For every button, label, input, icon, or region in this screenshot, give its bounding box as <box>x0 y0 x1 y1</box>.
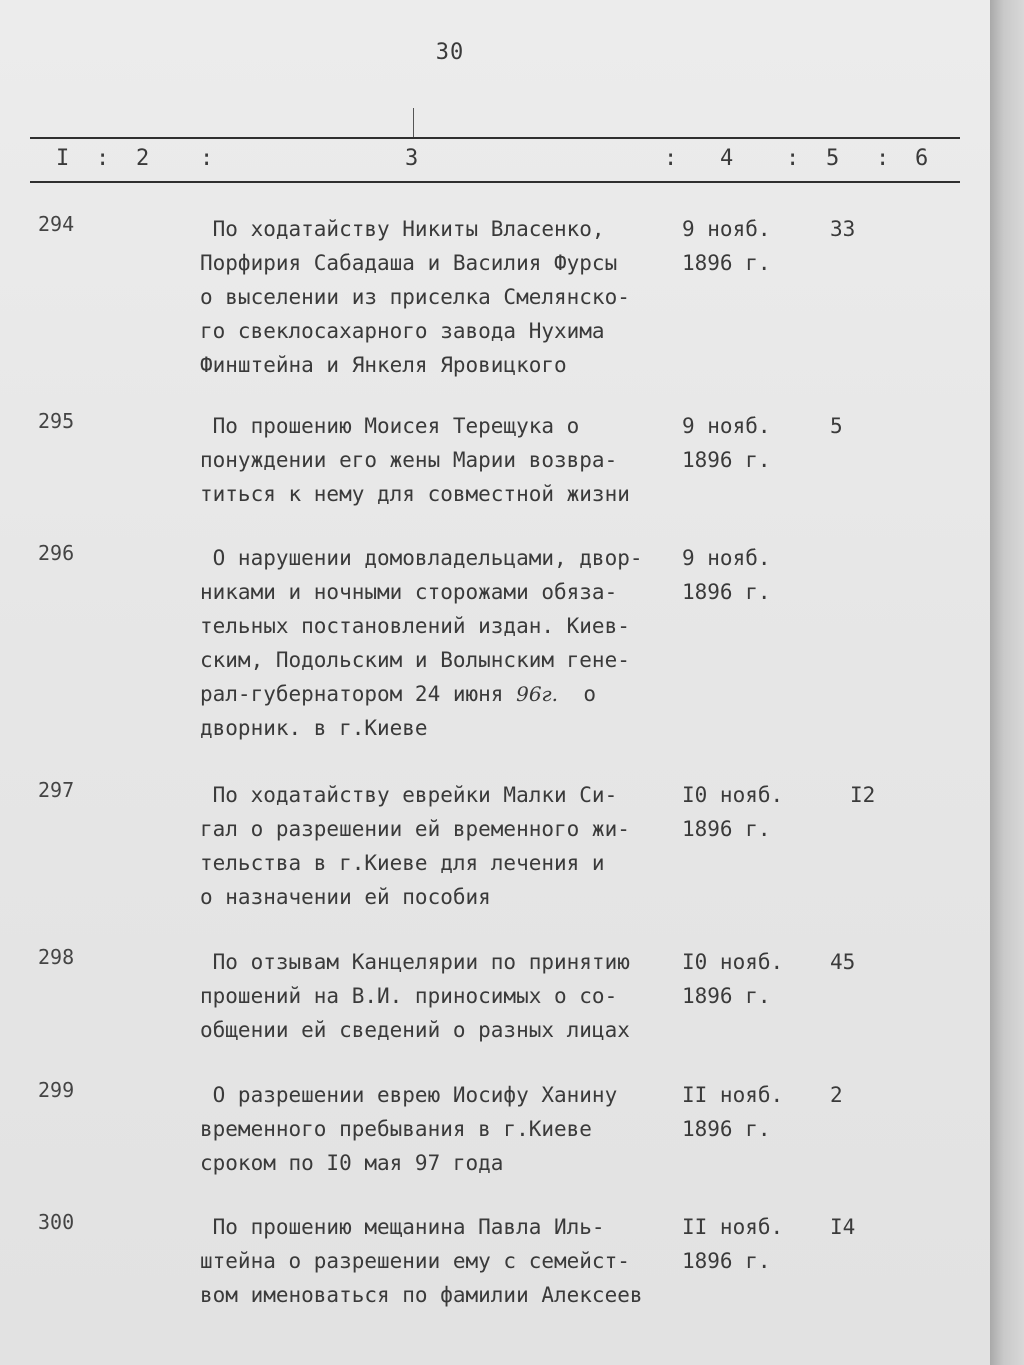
header-col-4: 4 <box>720 146 734 171</box>
entry-line: По прошению мещанина Павла Иль- <box>200 1215 605 1239</box>
entry-line: Порфирия Сабадаша и Василия Фурсы <box>200 251 618 275</box>
entry-date-day: 9 нояб. <box>682 217 771 241</box>
entry-date <box>682 1210 783 1278</box>
entry-sheet-count: 2 <box>830 1083 843 1107</box>
entry-date-day: I0 нояб. <box>682 950 784 974</box>
entry-line: никами и ночными сторожами обяза- <box>200 580 618 604</box>
column-tick-mark <box>413 108 414 138</box>
entry-line: общении ей сведений о разных лицах <box>200 1018 630 1042</box>
entry-line: сроком по I0 мая 97 года <box>200 1151 504 1175</box>
entry-number: 296 <box>38 541 75 565</box>
entry-sheet-count: I2 <box>850 783 876 807</box>
entry-line: о выселении из приселка Смелянско- <box>200 285 630 309</box>
entry-line: дворник. в г.Киеве <box>200 716 428 740</box>
entry-date-year: 1896 г. <box>682 448 771 472</box>
entry-line: тельства в г.Киеве для лечения и <box>200 851 605 875</box>
header-rule-top <box>30 137 960 139</box>
entry-number: 298 <box>38 945 75 969</box>
entry-date <box>682 778 783 846</box>
entry-line: ским, Подольским и Волынским гене- <box>200 648 630 672</box>
entry-date-year: 1896 г. <box>682 817 771 841</box>
entry-line: о назначении ей пособия <box>200 885 491 909</box>
entry-date <box>682 409 771 477</box>
entry-date-day: II нояб. <box>682 1083 784 1107</box>
entry-number: 299 <box>38 1078 75 1102</box>
header-separator: : <box>876 146 890 171</box>
entry-date-day: I0 нояб. <box>682 783 784 807</box>
header-col-5: 5 <box>826 146 840 171</box>
entry-line: тельных постановлений издан. Киев- <box>200 614 630 638</box>
entry-line: титься к нему для совместной жизни <box>200 482 630 506</box>
entry-date-day: 9 нояб. <box>682 546 771 570</box>
header-col-3: 3 <box>405 146 419 171</box>
entry-date <box>682 945 783 1013</box>
entry-sheet-count: 5 <box>830 414 843 438</box>
entry-number: 295 <box>38 409 75 433</box>
header-separator: : <box>786 146 800 171</box>
entry-line: прошений на В.И. приносимых о со- <box>200 984 618 1008</box>
header-col-2: 2 <box>136 146 150 171</box>
page-number: 30 <box>435 40 465 65</box>
entry-description <box>200 541 680 745</box>
entry-sheet-count: 33 <box>830 217 856 241</box>
header-separator: : <box>664 146 678 171</box>
entry-date <box>682 541 771 609</box>
entry-line: Финштейна и Янкеля Яровицкого <box>200 353 567 377</box>
entry-line: го свеклосахарного завода Нухима <box>200 319 605 343</box>
entry-line: По ходатайству еврейки Малки Си- <box>200 783 618 807</box>
entry-line: По ходатайству Никиты Власенко, <box>200 217 605 241</box>
entry-description <box>200 778 680 914</box>
header-separator: : <box>96 146 110 171</box>
entry-date-year: 1896 г. <box>682 580 771 604</box>
header-rule-bottom <box>30 181 960 183</box>
entry-sheet-count: I4 <box>830 1215 856 1239</box>
header-col-6: 6 <box>915 146 929 171</box>
header-col-1: I <box>56 146 70 171</box>
entry-line: штейна о разрешении ему с семейст- <box>200 1249 630 1273</box>
entry-line: О разрешении еврею Иосифу Ханину <box>200 1083 618 1107</box>
header-separator: : <box>200 146 214 171</box>
entry-sheet-count: 45 <box>830 950 856 974</box>
entry-description <box>200 409 680 511</box>
entry-description <box>200 1078 680 1180</box>
entry-number: 300 <box>38 1210 75 1234</box>
entry-date-year: 1896 г. <box>682 1117 771 1141</box>
entry-line: понуждении его жены Марии возвра- <box>200 448 618 472</box>
entry-line: О нарушении домовладельцами, двор- <box>200 546 643 570</box>
entry-date-day: II нояб. <box>682 1215 784 1239</box>
entry-date-year: 1896 г. <box>682 251 771 275</box>
entry-line <box>200 677 680 711</box>
entry-description <box>200 945 680 1047</box>
entry-line-tail: о <box>583 682 596 706</box>
entry-description <box>200 212 680 382</box>
entry-date-year: 1896 г. <box>682 1249 771 1273</box>
entry-line-text: рал-губернатором 24 июня <box>200 682 504 706</box>
handwritten-annotation: 96г. <box>516 682 559 706</box>
entry-date <box>682 1078 783 1146</box>
entry-line: По отзывам Канцелярии по принятию <box>200 950 630 974</box>
entry-date-year: 1896 г. <box>682 984 771 1008</box>
entry-line: вом именоваться по фамилии Алексеев <box>200 1283 643 1307</box>
entry-line: По прошению Моисея Терещука о <box>200 414 580 438</box>
entry-description <box>200 1210 680 1312</box>
entry-number: 294 <box>38 212 75 236</box>
entry-date <box>682 212 771 280</box>
entry-number: 297 <box>38 778 75 802</box>
entry-date-day: 9 нояб. <box>682 414 771 438</box>
entry-line: временного пребывания в г.Киеве <box>200 1117 592 1141</box>
background-edge <box>990 0 1024 1365</box>
entry-line: гал о разрешении ей временного жи- <box>200 817 630 841</box>
